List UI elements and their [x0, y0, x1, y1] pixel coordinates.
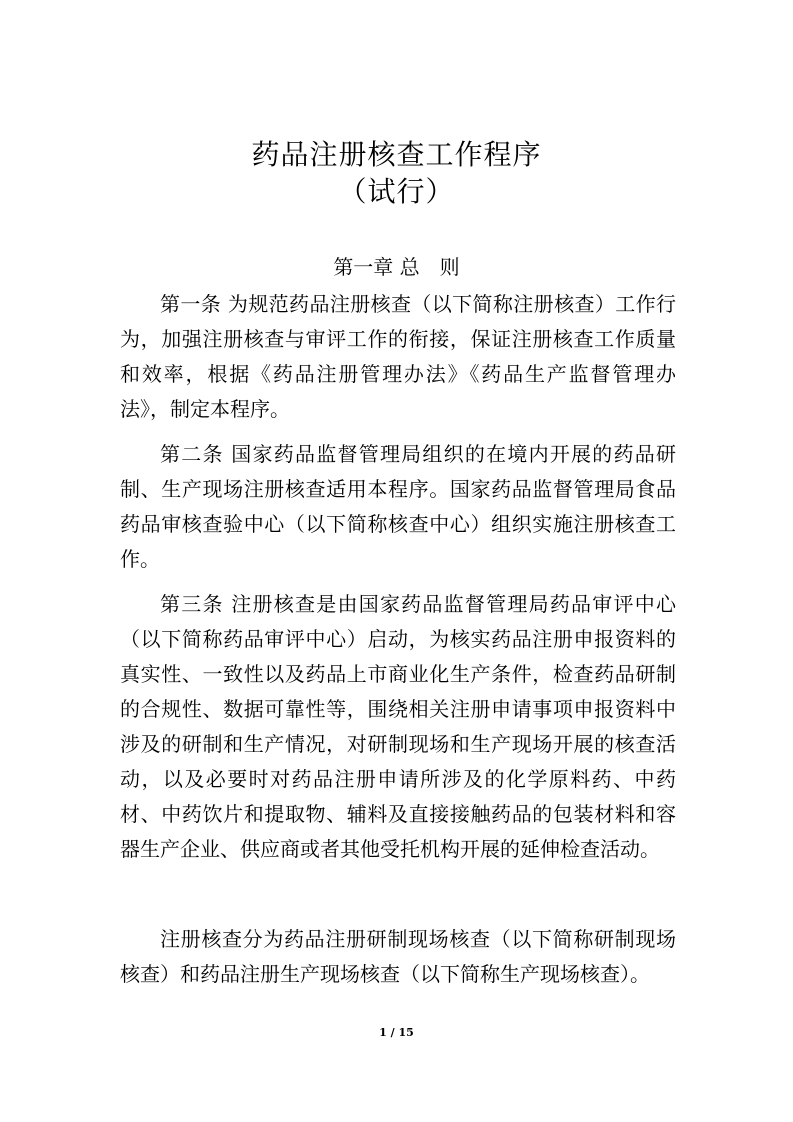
document-title: 药品注册核查工作程序	[251, 138, 542, 171]
page-number: 1 / 15	[379, 1026, 414, 1039]
article-2-paragraph: 第二条 国家药品监督管理局组织的在境内开展的药品研制、生产现场注册核查适用本程序。国家药品监督管理局食品药品审核查验中心（以下简称核查中心）组织实施注册核查工作。	[120, 442, 676, 571]
article-3-paragraph: 第三条 注册核查是由国家药品监督管理局药品审评中心（以下简称药品审评中心）启动，为核实药品注册申报资料的真实性、一致性以及药品上市商业化生产条件，检查药品研制的合规性、数据可靠性等，围绕相关注册申请事项申报资料中涉及的研制和生产情况，对研制现场和生产现场开展的核查活动，以及必要时对药品注册申请所涉及的化学原料药、中药材、中药饮片和提取物、辅料及直接接触药品的包装材料和容器生产企业、供应商或者其他受托机构开展的延伸检查活动。	[120, 592, 676, 861]
article-1-paragraph: 第一条 为规范药品注册核查（以下简称注册核查）工作行为，加强注册核查与审评工作的衔接，保证注册核查工作质量和效率，根据《药品注册管理办法》《药品生产监督管理办法》，制定本程序。	[120, 292, 676, 421]
document-subtitle: （试行）	[338, 175, 455, 208]
chapter-heading: 第一章 总 则	[333, 255, 460, 279]
article-3-continuation-paragraph: 注册核查分为药品注册研制现场核查（以下简称研制现场核查）和药品注册生产现场核查（以下简称生产现场核查）。	[120, 927, 676, 986]
